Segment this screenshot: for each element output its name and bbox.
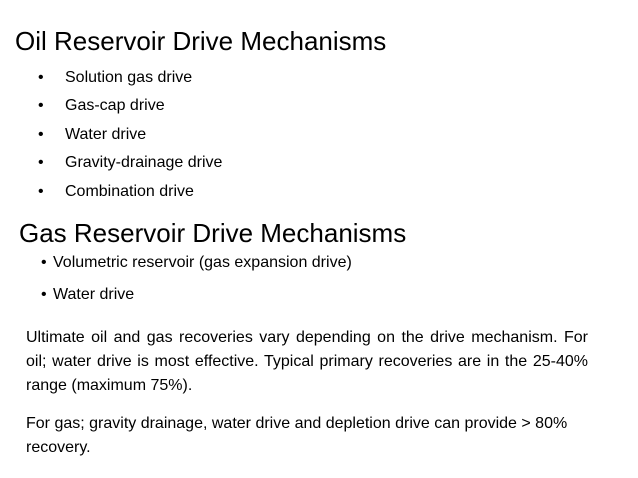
- bullet-icon: •: [38, 69, 44, 86]
- list-item-label: Gas-cap drive: [65, 97, 165, 115]
- bullet-icon: •: [41, 286, 47, 303]
- bullet-icon: •: [38, 97, 44, 115]
- recovery-paragraph: Ultimate oil and gas recoveries vary depending on the drive mechanism. For oil; water drive is most effective. Typical primary recoveries are in the 25-40% range (maximum 75%).: [26, 329, 588, 394]
- bullet-icon: •: [41, 254, 47, 271]
- bullet-icon: •: [38, 182, 44, 200]
- list-item-label: Water drive: [53, 286, 135, 303]
- gas-section-title: Gas Reservoir Drive Mechanisms: [19, 218, 407, 248]
- list-item-label: Gravity-drainage drive: [65, 154, 223, 172]
- oil-section-title: Oil Reservoir Drive Mechanisms: [15, 26, 387, 56]
- list-item-label: Combination drive: [65, 182, 194, 200]
- list-item-label: Solution gas drive: [65, 69, 193, 86]
- list-item-label: Volumetric reservoir (gas expansion drive): [53, 254, 352, 271]
- list-item-label: Water drive: [65, 125, 147, 143]
- bullet-icon: •: [38, 125, 44, 143]
- bullet-icon: •: [38, 154, 44, 172]
- gas-recovery-paragraph: For gas; gravity drainage, water drive and depletion drive can provide > 80% recovery.: [26, 415, 568, 456]
